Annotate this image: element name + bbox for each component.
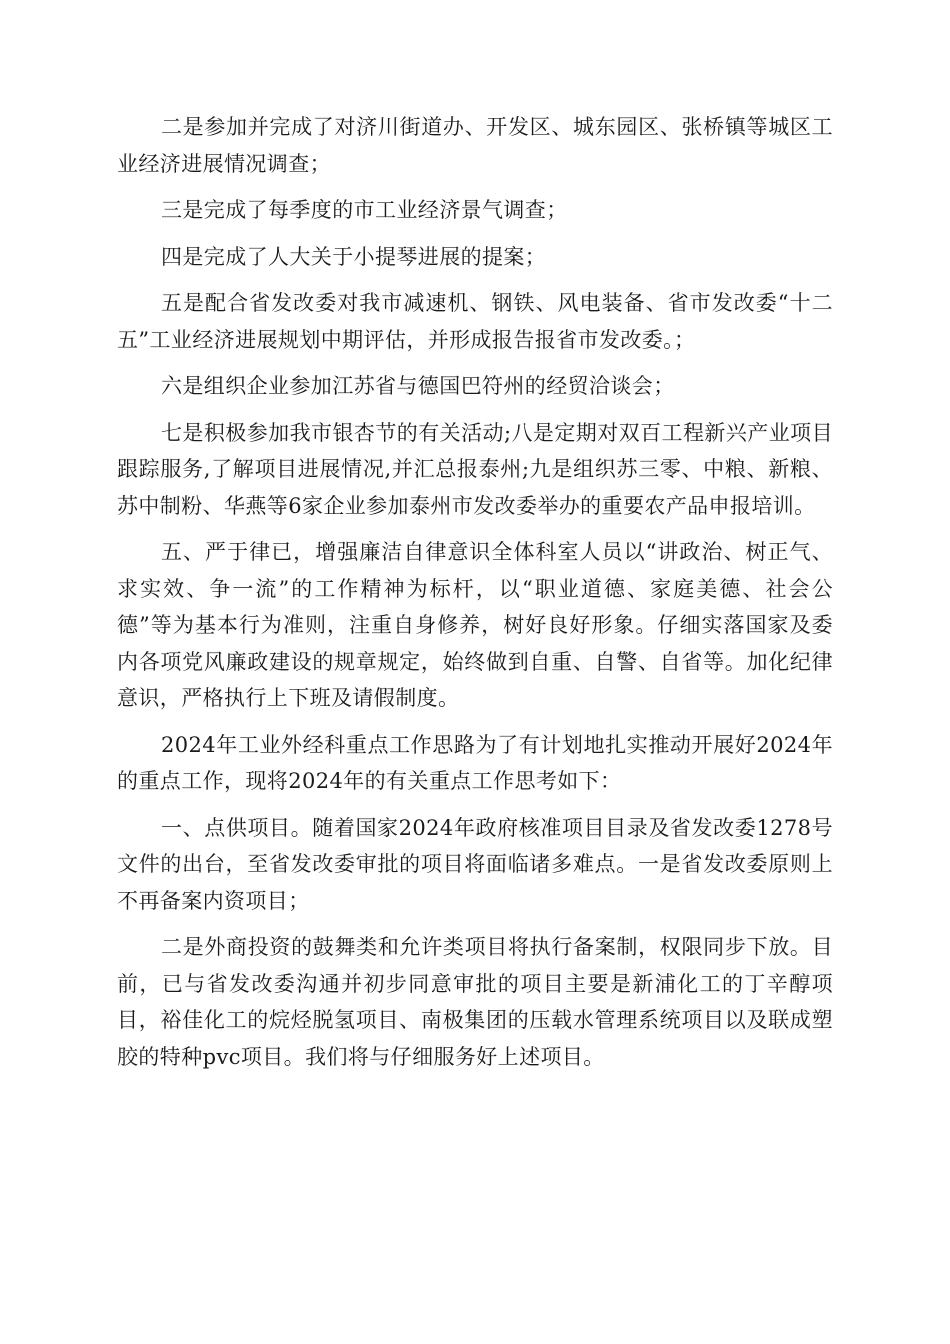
document-body bbox=[117, 109, 833, 1085]
paragraph-1: 二是参加并完成了对济川街道办、开发区、城东园区、张桥镇等城区工业经济进展情况调查； bbox=[117, 115, 833, 176]
paragraph-10: 二是外商投资的鼓舞类和允许类项目将执行备案制，权限同步下放。目前，已与省发改委沟通并初步同意审批的项目主要是新浦化工的丁辛醇项目，裕佳化工的烷烃脱氢项目、南极集团的压载水管理系统项目以及联成塑胶的特种pvc项目。我们将与仔细服务好上述项目。 bbox=[117, 935, 833, 1069]
paragraph-7: 五、严于律已，增强廉洁自律意识全体科室人员以“讲政治、树正气、求实效、争一流”的工作精神为标杆，以“职业道德、家庭美德、社会公德”等为基本行为准则，注重自身修养，树好良好形象。仔细实落国家及委内各项党风廉政建设的规章规定，始终做到自重、自警、自省等。加化纪律意识，严格执行上下班及请假制度。 bbox=[117, 540, 833, 710]
paragraph-3: 四是完成了人大关于小提琴进展的提案； bbox=[161, 244, 547, 269]
paragraph-5: 六是组织企业参加江苏省与德国巴符州的经贸洽谈会； bbox=[161, 374, 675, 398]
paragraph-4: 五是配合省发改委对我市减速机、钢铁、风电装备、省市发改委“十二五”工业经济进展规划中期评估，并形成报告报省市发改委。； bbox=[117, 291, 833, 352]
paragraph-9: 一、点供项目。随着国家2024年政府核准项目目录及省发改委1278号文件的出台，至省发改委审批的项目将面临诸多难点。一是省发改委原则上不再备案内资项目； bbox=[117, 815, 833, 913]
paragraph-8: 2024年工业外经科重点工作思路为了有计划地扎实推动开展好2024年的重点工作，现将2024年的有关重点工作思考如下： bbox=[117, 732, 833, 793]
paragraph-2: 三是完成了每季度的市工业经济景气调查； bbox=[161, 198, 568, 222]
paragraph-6: 七是积极参加我市银杏节的有关活动;八是定期对双百工程新兴产业项目跟踪服务,了解项目进展情况,并汇总报泰州;九是组织苏三零、中粮、新粮、苏中制粉、华燕等6家企业参加泰州市发改委举办的重要农产品申报培训。 bbox=[117, 420, 833, 518]
